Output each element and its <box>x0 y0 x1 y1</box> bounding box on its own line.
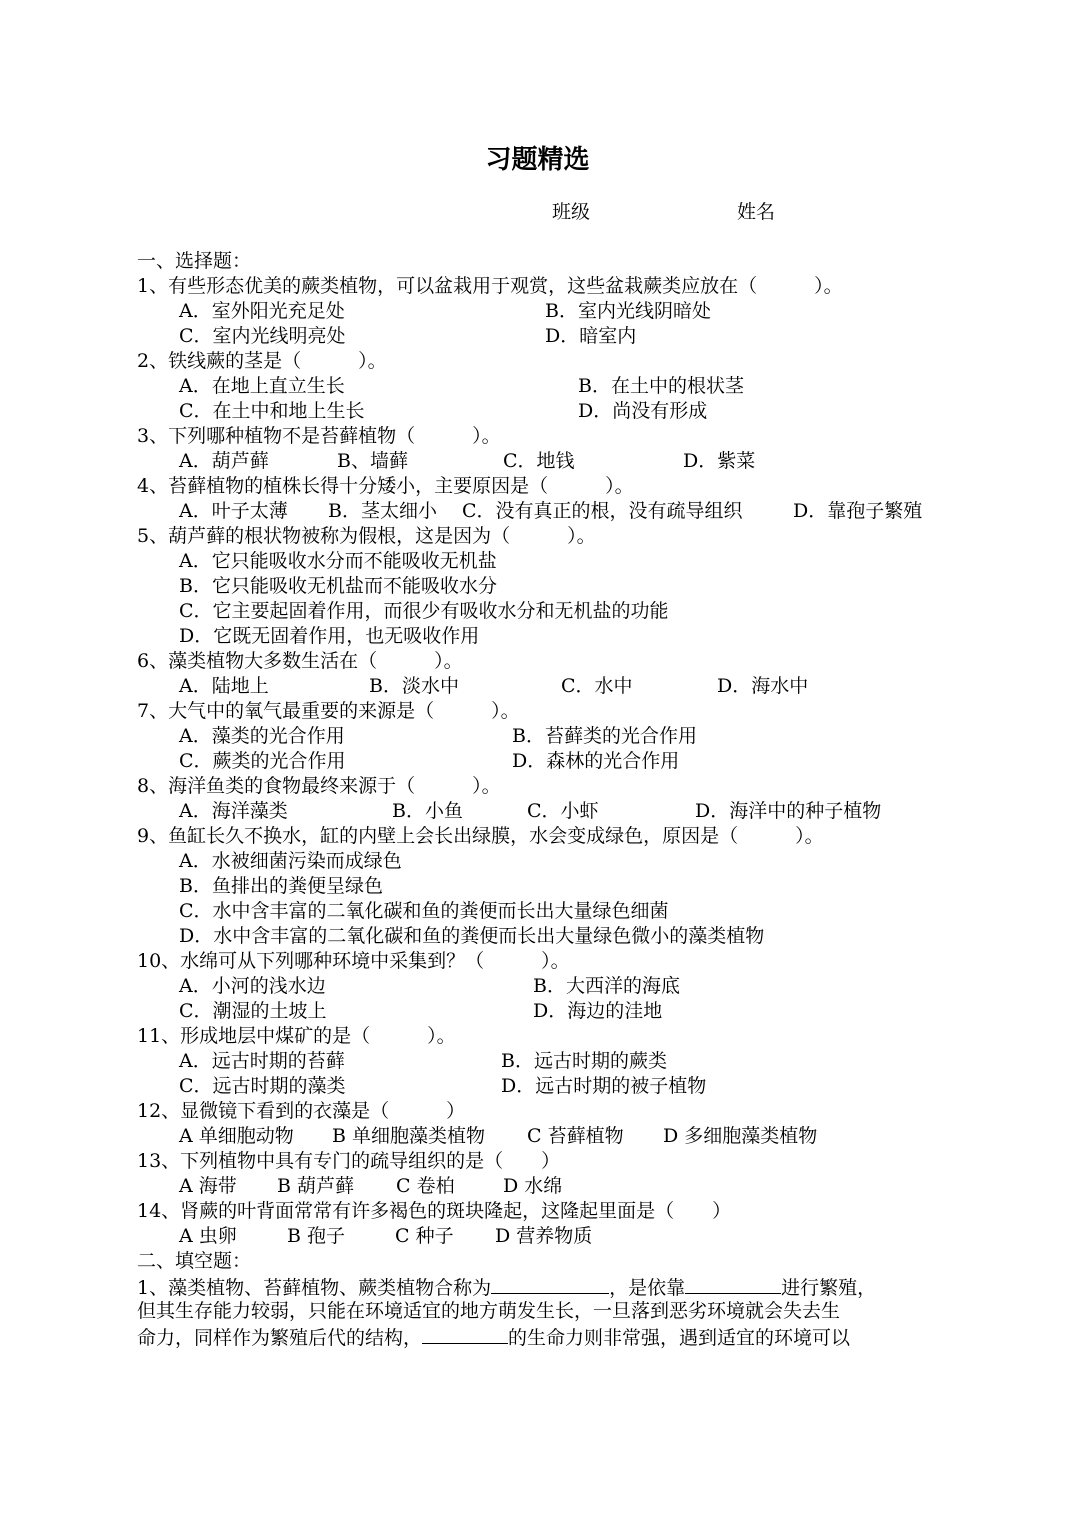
option: D．森林的光合作用 <box>512 750 680 772</box>
option: A．在地上直立生长 <box>179 375 345 397</box>
question-stem: 5、葫芦藓的根状物被称为假根，这是因为（ ）。 <box>137 525 596 547</box>
option: C．小虾 <box>527 800 599 822</box>
option: B．小鱼 <box>392 800 463 822</box>
option: D．靠孢子繁殖 <box>793 500 923 522</box>
question-stem: 13、下列植物中具有专门的疏导组织的是（ ） <box>137 1150 561 1172</box>
options-row <box>137 1174 952 1199</box>
option: C 卷柏 <box>396 1175 455 1197</box>
option: B．苔藓类的光合作用 <box>512 725 697 747</box>
option: B．淡水中 <box>369 675 459 697</box>
question-stem: 11、形成地层中煤矿的是（ ）。 <box>137 1025 456 1047</box>
option: A．陆地上 <box>179 675 269 697</box>
options-row <box>137 324 952 349</box>
question-stem: 2、铁线蕨的茎是（ ）。 <box>137 350 387 372</box>
fill-blank-line <box>137 1324 952 1349</box>
options-row <box>137 1124 952 1149</box>
option: A．藻类的光合作用 <box>179 725 345 747</box>
question-stem: 1、有些形态优美的蕨类植物，可以盆栽用于观赏，这些盆栽蕨类应放在（ ）。 <box>137 275 843 297</box>
option: D 营养物质 <box>495 1225 593 1247</box>
option: B 单细胞藻类植物 <box>332 1125 486 1147</box>
options-row <box>137 974 952 999</box>
option: D．暗室内 <box>545 325 637 347</box>
option: C．水中 <box>561 675 633 697</box>
option: C．在土中和地上生长 <box>179 400 365 422</box>
option: D．它既无固着作用，也无吸收作用 <box>179 625 480 647</box>
options-row <box>137 924 952 949</box>
option: C．蕨类的光合作用 <box>179 750 346 772</box>
question-stem: 9、鱼缸长久不换水，缸的内壁上会长出绿膜，水会变成绿色，原因是（ ）。 <box>137 825 824 847</box>
option: B 孢子 <box>287 1225 346 1247</box>
option: B．在土中的根状茎 <box>578 375 744 397</box>
options-row <box>137 599 952 624</box>
option: A．海洋藻类 <box>179 800 288 822</box>
option: B．它只能吸收无机盐而不能吸收水分 <box>179 575 497 597</box>
options-row <box>137 549 952 574</box>
option: B 葫芦藓 <box>277 1175 355 1197</box>
option: A 单细胞动物 <box>179 1125 294 1147</box>
question-stem: 6、藻类植物大多数生活在（ ）。 <box>137 650 463 672</box>
options-row <box>137 799 952 824</box>
options-row <box>137 899 952 924</box>
options-row <box>137 749 952 774</box>
question-stem: 10、水绵可从下列哪种环境中采集到？（ ）。 <box>137 950 570 972</box>
option: D．尚没有形成 <box>578 400 708 422</box>
options-row <box>137 674 952 699</box>
options-row <box>137 874 952 899</box>
option: B．远古时期的蕨类 <box>501 1050 667 1072</box>
options-row <box>137 999 952 1024</box>
question-stem: 3、下列哪种植物不是苔藓植物（ ）。 <box>137 425 501 447</box>
option: C 苔藓植物 <box>527 1125 624 1147</box>
fill-text: 的生命力则非常强，遇到适宜的环境可以 <box>508 1327 851 1349</box>
option: A 虫卵 <box>179 1225 237 1247</box>
option: A．水被细菌污染而成绿色 <box>179 850 402 872</box>
option: A．远古时期的苔藓 <box>179 1050 345 1072</box>
question-stem: 12、显微镜下看到的衣藻是（ ） <box>137 1100 466 1122</box>
options-row <box>137 449 952 474</box>
options-row <box>137 399 952 424</box>
fill-text: 进行繁殖， <box>781 1277 877 1299</box>
options-row <box>137 724 952 749</box>
option: C．没有真正的根，没有疏导组织 <box>462 500 743 522</box>
option: A．葫芦藓 <box>179 450 269 472</box>
options-row <box>137 574 952 599</box>
option: D 水绵 <box>503 1175 563 1197</box>
answer-blank[interactable] <box>685 1274 781 1294</box>
option: D．紫菜 <box>683 450 756 472</box>
section-heading: 一、选择题： <box>137 250 252 272</box>
option: B．鱼排出的粪便呈绿色 <box>179 875 383 897</box>
option: D 多细胞藻类植物 <box>663 1125 818 1147</box>
options-row <box>137 1224 952 1249</box>
option: D．水中含丰富的二氧化碳和鱼的粪便而长出大量绿色微小的藻类植物 <box>179 925 765 947</box>
option: B．室内光线阴暗处 <box>545 300 711 322</box>
options-row <box>137 1049 952 1074</box>
fill-text: ，是依靠 <box>609 1277 686 1299</box>
option: C．水中含丰富的二氧化碳和鱼的粪便而长出大量绿色细菌 <box>179 900 669 922</box>
answer-blank[interactable] <box>422 1324 508 1344</box>
question-stem: 7、大气中的氧气最重要的来源是（ ）。 <box>137 700 520 722</box>
fill-text: 1、藻类植物、苔藓植物、蕨类植物合称为 <box>137 1277 492 1299</box>
option: D．远古时期的被子植物 <box>501 1075 707 1097</box>
question-stem: 8、海洋鱼类的食物最终来源于（ ）。 <box>137 775 501 797</box>
option: C．室内光线明亮处 <box>179 325 346 347</box>
answer-blank[interactable] <box>491 1274 609 1294</box>
options-row <box>137 1074 952 1099</box>
option: D．海水中 <box>717 675 809 697</box>
option: D．海边的洼地 <box>533 1000 663 1022</box>
option: A．它只能吸收水分而不能吸收无机盐 <box>179 550 497 572</box>
exercise-content <box>137 249 952 1349</box>
name-label: 姓名 <box>737 201 776 223</box>
option: B．大西洋的海底 <box>533 975 680 997</box>
option: A．小河的浅水边 <box>179 975 326 997</box>
option: B．茎太细小 <box>328 500 437 522</box>
fill-blank-line <box>137 1274 952 1299</box>
fill-text-line: 但其生存能力较弱，只能在环境适宜的地方萌发生长，一旦落到恶劣环境就会失去生 <box>137 1300 841 1322</box>
section-heading: 二、填空题： <box>137 1250 252 1272</box>
question-stem: 4、苔藓植物的植株长得十分矮小，主要原因是（ ）。 <box>137 475 634 497</box>
option: A．叶子太薄 <box>179 500 288 522</box>
options-row <box>137 374 952 399</box>
options-row <box>137 299 952 324</box>
option: C 种子 <box>395 1225 454 1247</box>
option: C．潮湿的土坡上 <box>179 1000 327 1022</box>
option: C．它主要起固着作用，而很少有吸收水分和无机盐的功能 <box>179 600 669 622</box>
option: A 海带 <box>179 1175 237 1197</box>
option: C．地钱 <box>503 450 575 472</box>
fill-text: 命力，同样作为繁殖后代的结构， <box>137 1327 423 1349</box>
options-row <box>137 849 952 874</box>
question-stem: 14、肾蕨的叶背面常常有许多褐色的斑块隆起，这隆起里面是（ ） <box>137 1200 732 1222</box>
page-title: 习题精选 <box>485 145 590 175</box>
option: B、墙藓 <box>337 450 408 472</box>
options-row <box>137 624 952 649</box>
option: C．远古时期的藻类 <box>179 1075 346 1097</box>
option: D．海洋中的种子植物 <box>695 800 882 822</box>
options-row <box>137 499 952 524</box>
class-label: 班级 <box>552 201 591 223</box>
option: A．室外阳光充足处 <box>179 300 345 322</box>
